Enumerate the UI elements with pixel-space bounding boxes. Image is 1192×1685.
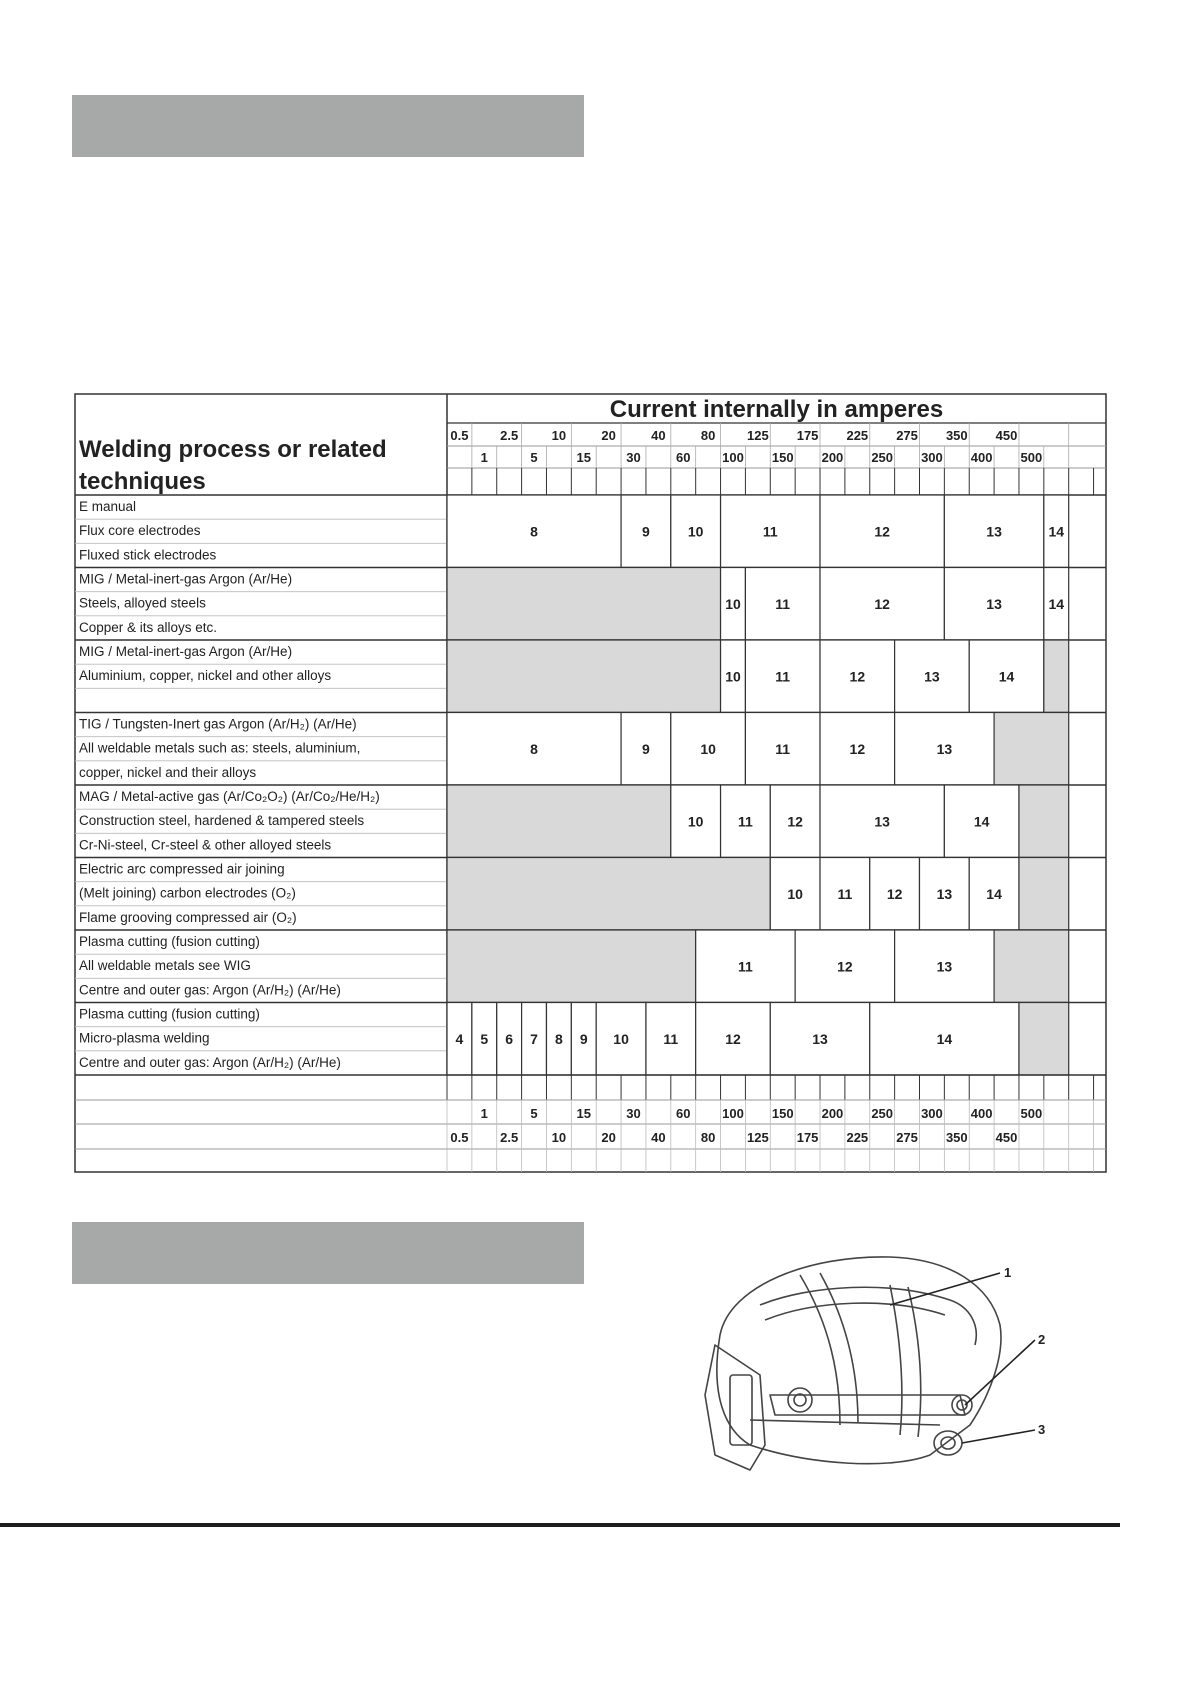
shade-number-0-5: 13 (986, 523, 1002, 540)
shade-number-2-5: 14 (998, 668, 1015, 685)
shade-number-1-3: 12 (874, 595, 890, 612)
bottom-scale-upper-label: 2.5 (500, 1130, 519, 1145)
shade-number-3-4: 12 (849, 740, 866, 757)
shade-number-7-1: 5 (480, 1030, 489, 1047)
shade-cell-5-6 (1019, 858, 1069, 931)
callout-2: 2 (1038, 1332, 1046, 1347)
shade-number-7-9: 13 (812, 1030, 828, 1047)
process-line-0-0: E manual (79, 499, 137, 514)
callout-1: 1 (1004, 1265, 1012, 1280)
scale-upper-label: 175 (796, 428, 819, 443)
shade-number-3-3: 11 (775, 740, 791, 757)
process-line-4-2: Cr-Ni-steel, Cr-steel & other alloyed steels (79, 837, 332, 853)
bottom-scale-upper-label: 450 (995, 1130, 1018, 1145)
shade-number-1-1: 10 (725, 595, 741, 612)
process-line-4-1: Construction steel, hardened & tampered steels (79, 813, 365, 829)
shade-cell-4-0 (447, 785, 671, 858)
process-line-6-2: Centre and outer gas: Argon (Ar/H₂) (Ar/He) (79, 982, 341, 998)
scale-lower-label: 1 (480, 450, 488, 465)
bottom-scale-lower-label: 150 (771, 1106, 794, 1121)
shade-cell-3-6 (994, 713, 1069, 786)
bottom-scale-upper-label: 225 (846, 1130, 869, 1145)
scale-upper-label: 350 (945, 428, 968, 443)
bottom-scale-lower-label: 200 (821, 1106, 844, 1121)
scale-upper-label: 40 (651, 428, 666, 443)
shade-number-1-2: 11 (775, 595, 791, 612)
bottom-scale-upper-label: 40 (651, 1130, 666, 1145)
shade-cell-2-0 (447, 640, 721, 713)
bottom-scale-upper-label: 10 (551, 1130, 567, 1145)
section-heading-bar-middle (72, 1222, 584, 1284)
shade-cell-1-0 (447, 568, 721, 641)
shade-number-6-2: 12 (837, 958, 853, 975)
shade-number-7-8: 12 (725, 1030, 741, 1047)
process-line-4-0: MAG / Metal-active gas (Ar/Co₂O₂) (Ar/Co₂/He/H₂) (79, 789, 380, 804)
shade-number-2-3: 12 (849, 668, 866, 685)
process-line-5-0: Electric arc compressed air joining (79, 861, 285, 877)
process-header-line: Welding process or related (79, 436, 387, 463)
scale-lower-label: 500 (1020, 450, 1043, 465)
shade-number-4-5: 14 (973, 813, 990, 830)
shade-number-6-3: 13 (936, 958, 953, 975)
bottom-scale-lower-label: 30 (626, 1106, 641, 1121)
shade-cell-6-4 (994, 930, 1069, 1003)
process-line-6-0: Plasma cutting (fusion cutting) (79, 934, 260, 949)
shade-cell-2-6 (1044, 640, 1069, 713)
shade-number-7-7: 11 (663, 1030, 679, 1047)
process-line-1-1: Steels, alloyed steels (79, 595, 206, 611)
shade-number-0-3: 11 (762, 523, 778, 540)
scale-lower-label: 5 (530, 450, 538, 465)
scale-upper-label: 125 (746, 428, 769, 443)
process-line-3-1: All weldable metals such as: steels, aluminium, (79, 740, 361, 756)
callout-3: 3 (1038, 1422, 1046, 1437)
scale-upper-label: 0.5 (450, 428, 469, 443)
bottom-scale-upper-label: 350 (945, 1130, 968, 1145)
scale-upper-label: 2.5 (500, 428, 519, 443)
process-line-3-0: TIG / Tungsten-Inert gas Argon (Ar/H₂) (Ar/He) (79, 716, 357, 732)
shade-number-7-4: 8 (555, 1030, 563, 1047)
bottom-scale-lower-label: 1 (480, 1106, 488, 1121)
shade-number-4-1: 10 (687, 813, 704, 830)
shade-number-2-1: 10 (725, 668, 741, 685)
process-line-1-0: MIG / Metal-inert-gas Argon (Ar/He) (79, 571, 293, 587)
shade-number-3-2: 10 (700, 740, 716, 757)
scale-upper-label: 80 (700, 428, 716, 443)
shade-number-3-5: 13 (936, 740, 953, 757)
shade-number-0-2: 10 (687, 523, 704, 540)
scale-upper-label: 450 (995, 428, 1018, 443)
bottom-scale-upper-label: 175 (796, 1130, 819, 1145)
shade-number-7-2: 6 (505, 1030, 514, 1047)
scale-lower-label: 300 (921, 450, 943, 465)
scale-lower-label: 60 (676, 450, 691, 465)
scale-lower-label: 30 (626, 450, 641, 465)
shade-number-4-2: 11 (738, 813, 753, 830)
shade-cell-6-0 (447, 930, 696, 1003)
process-line-7-1: Micro-plasma welding (79, 1030, 210, 1046)
bottom-scale-upper-label: 20 (601, 1130, 616, 1145)
process-line-2-0: MIG / Metal-inert-gas Argon (Ar/He) (79, 644, 293, 659)
scale-upper-label: 275 (896, 428, 918, 443)
shade-number-5-1: 10 (787, 885, 803, 902)
scale-lower-label: 100 (722, 450, 744, 465)
shade-cell-5-0 (447, 858, 770, 931)
shade-number-3-0: 8 (530, 740, 538, 757)
shade-number-7-0: 4 (455, 1030, 464, 1047)
bottom-scale-lower-label: 15 (576, 1106, 592, 1121)
bottom-scale-lower-label: 400 (970, 1106, 993, 1121)
process-line-3-2: copper, nickel and their alloys (79, 764, 257, 780)
shade-number-7-10: 14 (936, 1030, 953, 1047)
process-line-5-1: (Melt joining) carbon electrodes (O₂) (79, 885, 296, 901)
shade-number-0-1: 9 (642, 523, 650, 540)
shade-number-7-5: 9 (579, 1030, 588, 1047)
process-line-5-2: Flame grooving compressed air (O₂) (79, 909, 297, 925)
process-line-1-2: Copper & its alloys etc. (79, 619, 218, 635)
shade-number-5-2: 11 (837, 885, 853, 902)
bottom-scale-lower-label: 60 (676, 1106, 691, 1121)
shade-number-4-3: 12 (787, 813, 803, 830)
shade-cell-4-6 (1019, 785, 1069, 858)
shade-cell-7-11 (1019, 1003, 1069, 1076)
shade-number-0-0: 8 (530, 523, 538, 540)
scale-lower-label: 15 (576, 450, 592, 465)
shade-number-7-3: 7 (530, 1030, 538, 1047)
bottom-scale-lower-label: 500 (1020, 1106, 1043, 1121)
process-header-line: techniques (79, 468, 206, 495)
scale-lower-label: 150 (771, 450, 794, 465)
shade-number-4-4: 13 (874, 813, 890, 830)
shade-number-7-6: 10 (613, 1030, 629, 1047)
shade-number-6-1: 11 (738, 958, 753, 975)
bottom-scale-upper-label: 0.5 (450, 1130, 469, 1145)
shade-number-1-4: 13 (986, 595, 1002, 612)
process-line-0-1: Flux core electrodes (79, 523, 201, 539)
scale-lower-label: 250 (871, 450, 894, 465)
shade-number-0-4: 12 (874, 523, 890, 540)
process-line-0-2: Fluxed stick electrodes (79, 547, 217, 563)
shade-number-2-2: 11 (775, 668, 791, 685)
process-line-7-0: Plasma cutting (fusion cutting) (79, 1006, 260, 1022)
shade-number-5-3: 12 (886, 885, 903, 902)
shade-number-3-1: 9 (642, 740, 650, 757)
welding-helmet-illustration (690, 1245, 1070, 1485)
scale-upper-label: 20 (601, 428, 616, 443)
bottom-scale-upper-label: 275 (896, 1130, 918, 1145)
scale-upper-label: 225 (846, 428, 869, 443)
scale-lower-label: 400 (970, 450, 993, 465)
bottom-scale-lower-label: 250 (871, 1106, 894, 1121)
bottom-scale-upper-label: 125 (746, 1130, 769, 1145)
shade-number-5-4: 13 (936, 885, 953, 902)
shade-number-1-5: 14 (1048, 595, 1065, 612)
shade-number-5-5: 14 (986, 885, 1002, 902)
process-line-7-2: Centre and outer gas: Argon (Ar/H₂) (Ar/He) (79, 1054, 341, 1070)
scale-upper-label: 10 (551, 428, 567, 443)
current-header: Current internally in amperes (609, 396, 944, 423)
shade-number-2-4: 13 (924, 668, 940, 685)
bottom-scale-lower-label: 5 (530, 1106, 538, 1121)
bottom-scale-upper-label: 80 (700, 1130, 716, 1145)
process-line-6-1: All weldable metals see WIG (79, 958, 251, 974)
footer-rule (0, 1523, 1120, 1527)
bottom-scale-lower-label: 300 (921, 1106, 943, 1121)
shade-number-0-6: 14 (1048, 523, 1065, 540)
bottom-scale-lower-label: 100 (722, 1106, 744, 1121)
process-line-2-1: Aluminium, copper, nickel and other alloys (79, 668, 332, 684)
scale-lower-label: 200 (821, 450, 844, 465)
